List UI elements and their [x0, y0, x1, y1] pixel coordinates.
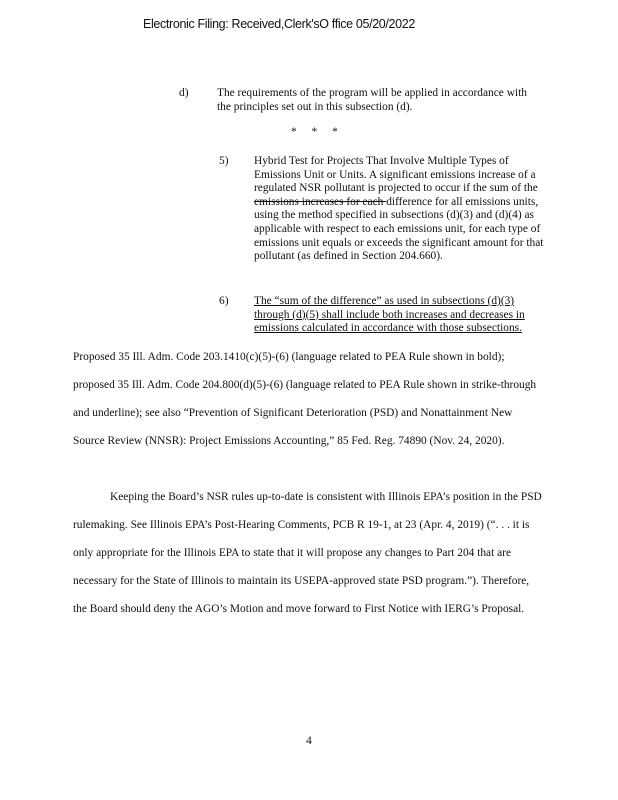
item-5-text: [254, 155, 546, 264]
page-number: 4: [306, 735, 312, 747]
citation-paragraph: Proposed 35 Ill. Adm. Code 203.1410(c)(5)-(6) (language related to PEA Rule shown in bold); proposed 35 Ill. Adm. Code 204.800(d)(5)-(6) (language related to PEA Rule shown in strike-through and underline); see also “Prevention of Significant Deterioration (PSD) and Nonattainment New Source Review (NNSR): Project Emissions Accounting,” 85 Fed. Reg. 74890 (Nov. 24, 2020).: [73, 351, 537, 447]
filing-stamp-header: Electronic Filing: Received,Clerk'sO ffice 05/20/2022: [143, 17, 415, 31]
item-5-strikethrough-text: emissions increases for each: [254, 195, 387, 208]
item-6-underlined-text: The “sum of the difference” as used in subsections (d)(3) through (d)(5) shall include both increases and decreases in emissions calculated in accordance with those subsections.: [254, 295, 525, 335]
item-5-number: 5): [219, 155, 229, 167]
item-5-text-end: difference for all emissions units, using the method specified in subsections (d)(3) and (d)(4) as applicable with respect to each emissions unit, for each type of emissions unit equals or exceeds the significant amount for that pollutant (as defined in Section 204.660).: [254, 195, 544, 263]
subsection-d-text: The requirements of the program will be applied in accordance with the principles set out in this subsection (d).: [217, 87, 527, 113]
item-6-number: 6): [219, 295, 229, 307]
argument-paragraph: Keeping the Board’s NSR rules up-to-date is consistent with Illinois EPA’s position in the PSD rulemaking. See Illinois EPA’s Post-Hearing Comments, PCB R 19-1, at 23 (Apr. 4, 2019) (“. . . it is only appropriate for the Illinois EPA to state that it will propose any changes to Part 204 that are necessary for the State of Illinois to maintain its USEPA-approved state PSD program.”). Therefore, the Board should deny the AGO’s Motion and move forward to First Notice with IERG’s Proposal.: [73, 491, 542, 615]
item-5-text-start: Hybrid Test for Projects That Involve Multiple Types of Emissions Unit or Units. A significant emissions increase of a regulated NSR pollutant is projected to occur if the sum of the: [254, 155, 538, 195]
section-separator: * * *: [291, 126, 344, 138]
subsection-d-label: d): [179, 87, 189, 99]
item-6-text: [254, 295, 546, 336]
